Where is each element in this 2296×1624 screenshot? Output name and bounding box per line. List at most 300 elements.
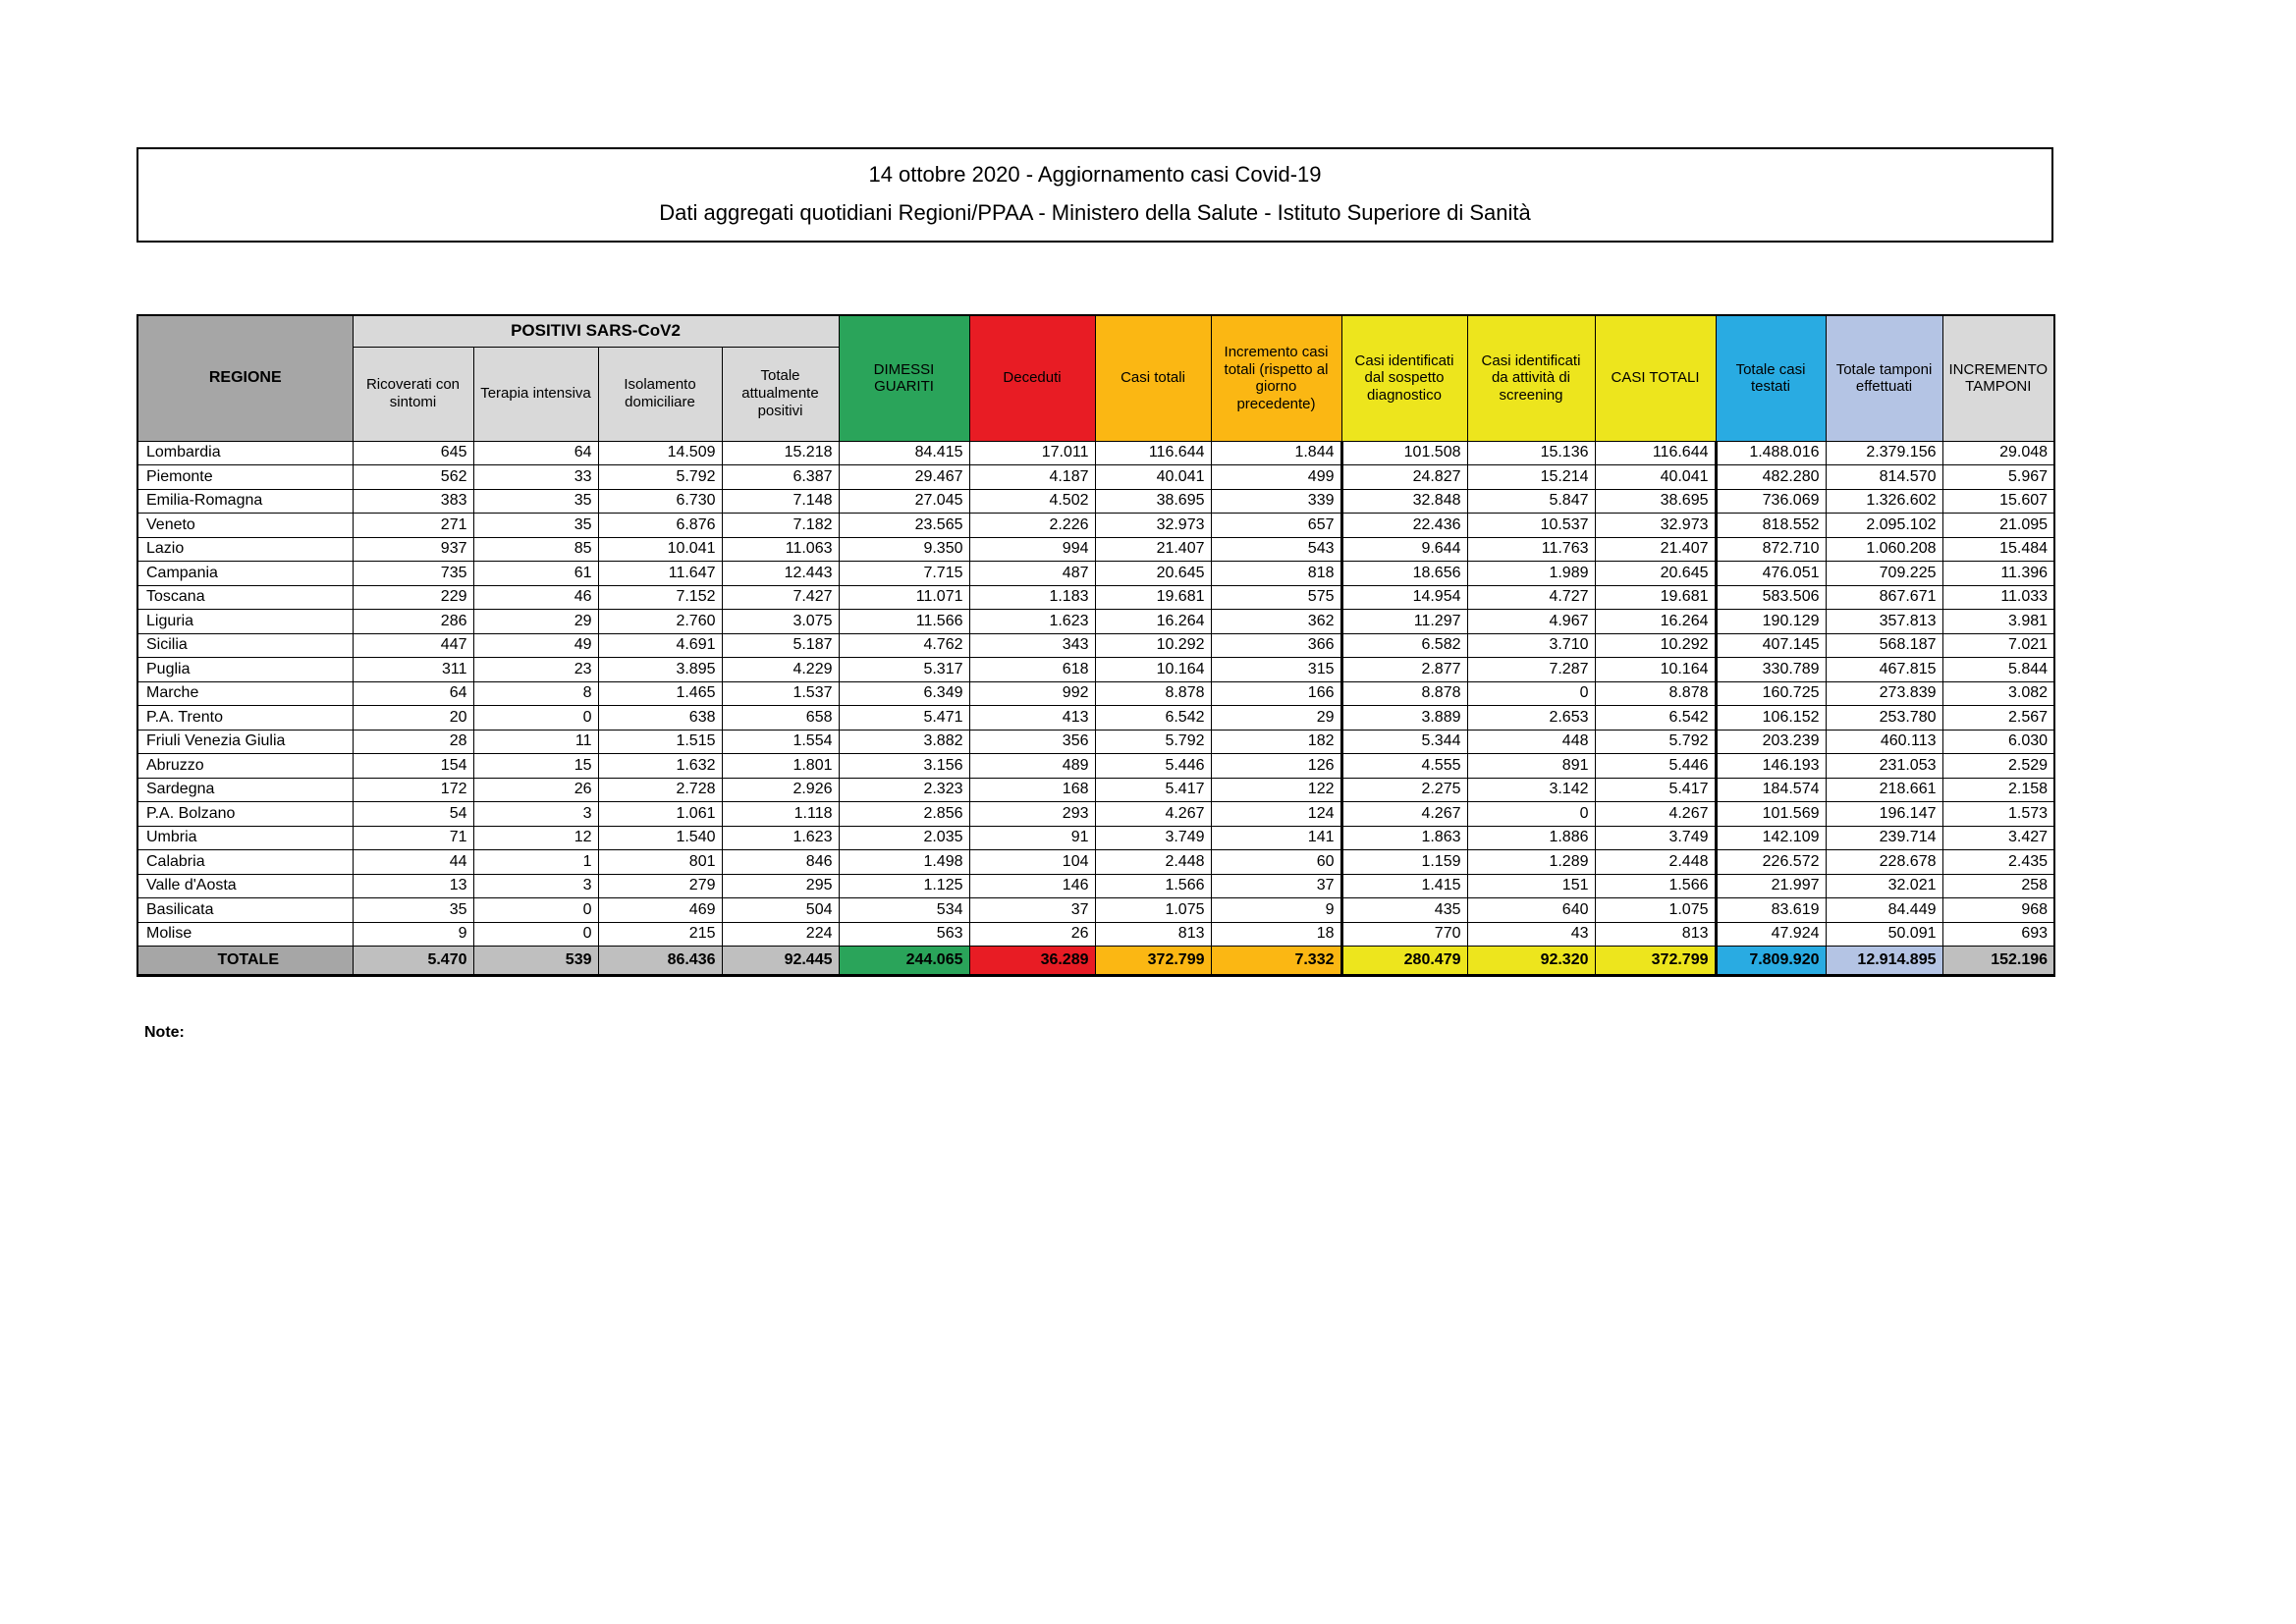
value-cell: 2.275 [1341,778,1467,802]
region-name-cell: Umbria [137,826,353,850]
value-cell: 151 [1467,874,1595,898]
table-row [137,898,2054,923]
value-cell: 226.572 [1716,850,1826,875]
value-cell: 6.542 [1095,706,1211,731]
value-cell: 4.762 [839,633,969,658]
value-cell: 1.060.208 [1826,537,1942,562]
value-cell: 20 [353,706,473,731]
value-cell: 1.863 [1341,826,1467,850]
column-header-regione: REGIONE [137,315,353,441]
value-cell: 5.967 [1942,465,2054,490]
table-row [137,465,2054,490]
value-cell: 21.407 [1095,537,1211,562]
value-cell: 21.095 [1942,514,2054,538]
value-cell: 3.156 [839,754,969,779]
value-cell: 5.446 [1595,754,1716,779]
value-cell: 49 [473,633,598,658]
value-cell: 16.264 [1095,610,1211,634]
page-title: 14 ottobre 2020 - Aggiornamento casi Covid-19 [868,162,1322,187]
value-cell: 1.183 [969,585,1095,610]
value-cell: 160.725 [1716,681,1826,706]
value-cell: 11 [473,730,598,754]
value-cell: 6.387 [722,465,839,490]
value-cell: 937 [353,537,473,562]
value-cell: 693 [1942,922,2054,947]
value-cell: 818 [1211,562,1341,586]
value-cell: 6.876 [598,514,722,538]
value-cell: 35 [473,514,598,538]
value-cell: 2.323 [839,778,969,802]
value-cell: 4.229 [722,658,839,682]
value-cell: 638 [598,706,722,731]
region-name-cell: Piemonte [137,465,353,490]
value-cell: 280.479 [1341,947,1467,976]
value-cell: 1.540 [598,826,722,850]
value-cell: 504 [722,898,839,923]
value-cell: 15 [473,754,598,779]
value-cell: 18.656 [1341,562,1467,586]
note-label: Note: [144,1024,185,1041]
value-cell: 40.041 [1595,465,1716,490]
value-cell: 116.644 [1095,441,1211,465]
table-total-row [137,947,2054,976]
table-header [137,315,2054,441]
value-cell: 92.445 [722,947,839,976]
region-name-cell: Molise [137,922,353,947]
value-cell: 7.148 [722,489,839,514]
value-cell: 5.792 [1595,730,1716,754]
value-cell: 18 [1211,922,1341,947]
value-cell: 27.045 [839,489,969,514]
value-cell: 5.792 [598,465,722,490]
table-row [137,610,2054,634]
value-cell: 12.914.895 [1826,947,1942,976]
value-cell: 196.147 [1826,802,1942,827]
value-cell: 968 [1942,898,2054,923]
value-cell: 0 [473,706,598,731]
value-cell: 64 [353,681,473,706]
table-row [137,730,2054,754]
value-cell: 383 [353,489,473,514]
value-cell: 3.882 [839,730,969,754]
value-cell: 645 [353,441,473,465]
page-subtitle: Dati aggregati quotidiani Regioni/PPAA - Ministero della Salute - Istituto Superiore di Sanità [659,199,1531,225]
value-cell: 101.508 [1341,441,1467,465]
value-cell: 12 [473,826,598,850]
value-cell: 11.647 [598,562,722,586]
value-cell: 106.152 [1716,706,1826,731]
value-cell: 482.280 [1716,465,1826,490]
value-cell: 126 [1211,754,1341,779]
value-cell: 1.566 [1595,874,1716,898]
table-row [137,514,2054,538]
value-cell: 1.415 [1341,874,1467,898]
value-cell: 1.075 [1095,898,1211,923]
value-cell: 38.695 [1095,489,1211,514]
value-cell: 5.446 [1095,754,1211,779]
value-cell: 26 [969,922,1095,947]
value-cell: 1.537 [722,681,839,706]
value-cell: 1.118 [722,802,839,827]
value-cell: 1.326.602 [1826,489,1942,514]
value-cell: 640 [1467,898,1595,923]
value-cell: 15.218 [722,441,839,465]
value-cell: 6.030 [1942,730,2054,754]
value-cell: 5.417 [1595,778,1716,802]
value-cell: 20.645 [1095,562,1211,586]
value-cell: 36.289 [969,947,1095,976]
value-cell: 6.730 [598,489,722,514]
value-cell: 11.297 [1341,610,1467,634]
value-cell: 2.728 [598,778,722,802]
region-name-cell: Friuli Venezia Giulia [137,730,353,754]
value-cell: 154 [353,754,473,779]
value-cell: 4.187 [969,465,1095,490]
value-cell: 813 [1595,922,1716,947]
value-cell: 32.973 [1595,514,1716,538]
value-cell: 372.799 [1095,947,1211,976]
value-cell: 43 [1467,922,1595,947]
value-cell: 0 [1467,681,1595,706]
value-cell: 0 [473,922,598,947]
value-cell: 21.997 [1716,874,1826,898]
region-name-cell: Lazio [137,537,353,562]
value-cell: 6.582 [1341,633,1467,658]
value-cell: 343 [969,633,1095,658]
value-cell: 9 [1211,898,1341,923]
value-cell: 460.113 [1826,730,1942,754]
table-row [137,754,2054,779]
value-cell: 1.061 [598,802,722,827]
value-cell: 330.789 [1716,658,1826,682]
value-cell: 2.926 [722,778,839,802]
value-cell: 3 [473,874,598,898]
value-cell: 10.292 [1095,633,1211,658]
column-header-casi-totali-giallo: CASI TOTALI [1595,315,1716,441]
value-cell: 315 [1211,658,1341,682]
value-cell: 2.035 [839,826,969,850]
value-cell: 19.681 [1095,585,1211,610]
region-name-cell: Abruzzo [137,754,353,779]
value-cell: 2.877 [1341,658,1467,682]
value-cell: 1.844 [1211,441,1341,465]
value-cell: 3.889 [1341,706,1467,731]
value-cell: 286 [353,610,473,634]
value-cell: 657 [1211,514,1341,538]
value-cell: 372.799 [1595,947,1716,976]
value-cell: 2.856 [839,802,969,827]
value-cell: 86.436 [598,947,722,976]
value-cell: 5.344 [1341,730,1467,754]
table-row [137,562,2054,586]
value-cell: 239.714 [1826,826,1942,850]
value-cell: 534 [839,898,969,923]
value-cell: 3.082 [1942,681,2054,706]
value-cell: 1.801 [722,754,839,779]
value-cell: 4.691 [598,633,722,658]
value-cell: 8.878 [1595,681,1716,706]
title-box [137,147,2053,243]
table-body [137,441,2054,976]
value-cell: 60 [1211,850,1341,875]
value-cell: 6.542 [1595,706,1716,731]
table-row [137,826,2054,850]
value-cell: 7.715 [839,562,969,586]
value-cell: 35 [473,489,598,514]
value-cell: 3.427 [1942,826,2054,850]
value-cell: 311 [353,658,473,682]
header-group-row [137,315,2054,347]
value-cell: 3 [473,802,598,827]
value-cell: 3.895 [598,658,722,682]
value-cell: 15.607 [1942,489,2054,514]
value-cell: 469 [598,898,722,923]
value-cell: 32.848 [1341,489,1467,514]
value-cell: 7.021 [1942,633,2054,658]
value-cell: 9.644 [1341,537,1467,562]
value-cell: 448 [1467,730,1595,754]
value-cell: 47.924 [1716,922,1826,947]
value-cell: 1.554 [722,730,839,754]
value-cell: 46 [473,585,598,610]
value-cell: 4.267 [1341,802,1467,827]
value-cell: 15.214 [1467,465,1595,490]
value-cell: 3.749 [1595,826,1716,850]
value-cell: 2.653 [1467,706,1595,731]
value-cell: 28 [353,730,473,754]
value-cell: 366 [1211,633,1341,658]
region-name-cell: Campania [137,562,353,586]
value-cell: 447 [353,633,473,658]
value-cell: 489 [969,754,1095,779]
value-cell: 152.196 [1942,947,2054,976]
value-cell: 26 [473,778,598,802]
column-group-positivi-sars-cov2: POSITIVI SARS-CoV2 [353,315,839,347]
value-cell: 258 [1942,874,2054,898]
table-row [137,850,2054,875]
value-cell: 271 [353,514,473,538]
value-cell: 1.075 [1595,898,1716,923]
value-cell: 4.727 [1467,585,1595,610]
value-cell: 64 [473,441,598,465]
value-cell: 122 [1211,778,1341,802]
value-cell: 16.264 [1595,610,1716,634]
value-cell: 141 [1211,826,1341,850]
value-cell: 818.552 [1716,514,1826,538]
region-name-cell: Sardegna [137,778,353,802]
value-cell: 84.415 [839,441,969,465]
value-cell: 92.320 [1467,947,1595,976]
value-cell: 12.443 [722,562,839,586]
value-cell: 15.484 [1942,537,2054,562]
region-name-cell: P.A. Bolzano [137,802,353,827]
value-cell: 32.973 [1095,514,1211,538]
value-cell: 19.681 [1595,585,1716,610]
value-cell: 295 [722,874,839,898]
value-cell: 1.498 [839,850,969,875]
value-cell: 11.033 [1942,585,2054,610]
column-header-ricoverati-con-sintomi: Ricoverati con sintomi [353,347,473,441]
value-cell: 362 [1211,610,1341,634]
value-cell: 9.350 [839,537,969,562]
value-cell: 3.142 [1467,778,1595,802]
table-row [137,802,2054,827]
value-cell: 2.567 [1942,706,2054,731]
value-cell: 14.954 [1341,585,1467,610]
value-cell: 563 [839,922,969,947]
value-cell: 11.763 [1467,537,1595,562]
value-cell: 29.467 [839,465,969,490]
value-cell: 104 [969,850,1095,875]
value-cell: 166 [1211,681,1341,706]
value-cell: 4.267 [1595,802,1716,827]
value-cell: 35 [353,898,473,923]
column-header-terapia-intensiva: Terapia intensiva [473,347,598,441]
region-name-cell: Marche [137,681,353,706]
value-cell: 10.164 [1095,658,1211,682]
region-name-cell: P.A. Trento [137,706,353,731]
value-cell: 1.623 [722,826,839,850]
table-row [137,658,2054,682]
region-name-cell: Puglia [137,658,353,682]
value-cell: 168 [969,778,1095,802]
column-header-deceduti: Deceduti [969,315,1095,441]
region-name-cell: Calabria [137,850,353,875]
value-cell: 228.678 [1826,850,1942,875]
value-cell: 85 [473,537,598,562]
value-cell: 3.981 [1942,610,2054,634]
value-cell: 7.182 [722,514,839,538]
value-cell: 4.555 [1341,754,1467,779]
table-row [137,922,2054,947]
value-cell: 5.470 [353,947,473,976]
value-cell: 11.566 [839,610,969,634]
value-cell: 568.187 [1826,633,1942,658]
table-row [137,778,2054,802]
value-cell: 0 [1467,802,1595,827]
value-cell: 5.187 [722,633,839,658]
value-cell: 71 [353,826,473,850]
region-name-cell: Sicilia [137,633,353,658]
value-cell: 11.071 [839,585,969,610]
value-cell: 618 [969,658,1095,682]
value-cell: 435 [1341,898,1467,923]
value-cell: 1.623 [969,610,1095,634]
region-name-cell: Lombardia [137,441,353,465]
value-cell: 846 [722,850,839,875]
value-cell: 2.379.156 [1826,441,1942,465]
value-cell: 1.465 [598,681,722,706]
value-cell: 3.710 [1467,633,1595,658]
value-cell: 339 [1211,489,1341,514]
value-cell: 487 [969,562,1095,586]
value-cell: 91 [969,826,1095,850]
value-cell: 83.619 [1716,898,1826,923]
value-cell: 1.566 [1095,874,1211,898]
value-cell: 37 [1211,874,1341,898]
value-cell: 499 [1211,465,1341,490]
value-cell: 37 [969,898,1095,923]
value-cell: 658 [722,706,839,731]
value-cell: 14.509 [598,441,722,465]
value-cell: 184.574 [1716,778,1826,802]
value-cell: 7.332 [1211,947,1341,976]
value-cell: 293 [969,802,1095,827]
table-row [137,633,2054,658]
value-cell: 356 [969,730,1095,754]
value-cell: 2.448 [1095,850,1211,875]
value-cell: 413 [969,706,1095,731]
column-header-totale-casi-testati: Totale casi testati [1716,315,1826,441]
value-cell: 476.051 [1716,562,1826,586]
value-cell: 1.515 [598,730,722,754]
value-cell: 224 [722,922,839,947]
value-cell: 10.292 [1595,633,1716,658]
column-header-dimessi-guariti: DIMESSI GUARITI [839,315,969,441]
value-cell: 467.815 [1826,658,1942,682]
value-cell: 22.436 [1341,514,1467,538]
value-cell: 7.152 [598,585,722,610]
value-cell: 872.710 [1716,537,1826,562]
value-cell: 7.809.920 [1716,947,1826,976]
value-cell: 17.011 [969,441,1095,465]
value-cell: 54 [353,802,473,827]
value-cell: 124 [1211,802,1341,827]
value-cell: 203.239 [1716,730,1826,754]
value-cell: 2.095.102 [1826,514,1942,538]
value-cell: 10.041 [598,537,722,562]
value-cell: 539 [473,947,598,976]
column-header-totale-attualmente-positivi: Totale attualmente positivi [722,347,839,441]
value-cell: 44 [353,850,473,875]
value-cell: 2.226 [969,514,1095,538]
value-cell: 10.164 [1595,658,1716,682]
value-cell: 4.502 [969,489,1095,514]
value-cell: 142.109 [1716,826,1826,850]
value-cell: 116.644 [1595,441,1716,465]
value-cell: 9 [353,922,473,947]
value-cell: 40.041 [1095,465,1211,490]
value-cell: 5.471 [839,706,969,731]
value-cell: 891 [1467,754,1595,779]
table-row [137,537,2054,562]
value-cell: 1.632 [598,754,722,779]
table-row [137,489,2054,514]
column-header-incremento-casi-totali: Incremento casi totali (rispetto al giorno precedente) [1211,315,1341,441]
value-cell: 5.417 [1095,778,1211,802]
table-row [137,874,2054,898]
value-cell: 215 [598,922,722,947]
region-name-cell: Veneto [137,514,353,538]
table-row [137,585,2054,610]
value-cell: 11.396 [1942,562,2054,586]
value-cell: 229 [353,585,473,610]
value-cell: 21.407 [1595,537,1716,562]
value-cell: 5.792 [1095,730,1211,754]
value-cell: 4.267 [1095,802,1211,827]
value-cell: 6.349 [839,681,969,706]
value-cell: 4.967 [1467,610,1595,634]
value-cell: 273.839 [1826,681,1942,706]
value-cell: 253.780 [1826,706,1942,731]
region-name-cell: Emilia-Romagna [137,489,353,514]
table-row [137,441,2054,465]
table-row [137,681,2054,706]
value-cell: 279 [598,874,722,898]
value-cell: 29.048 [1942,441,2054,465]
value-cell: 543 [1211,537,1341,562]
value-cell: 5.847 [1467,489,1595,514]
